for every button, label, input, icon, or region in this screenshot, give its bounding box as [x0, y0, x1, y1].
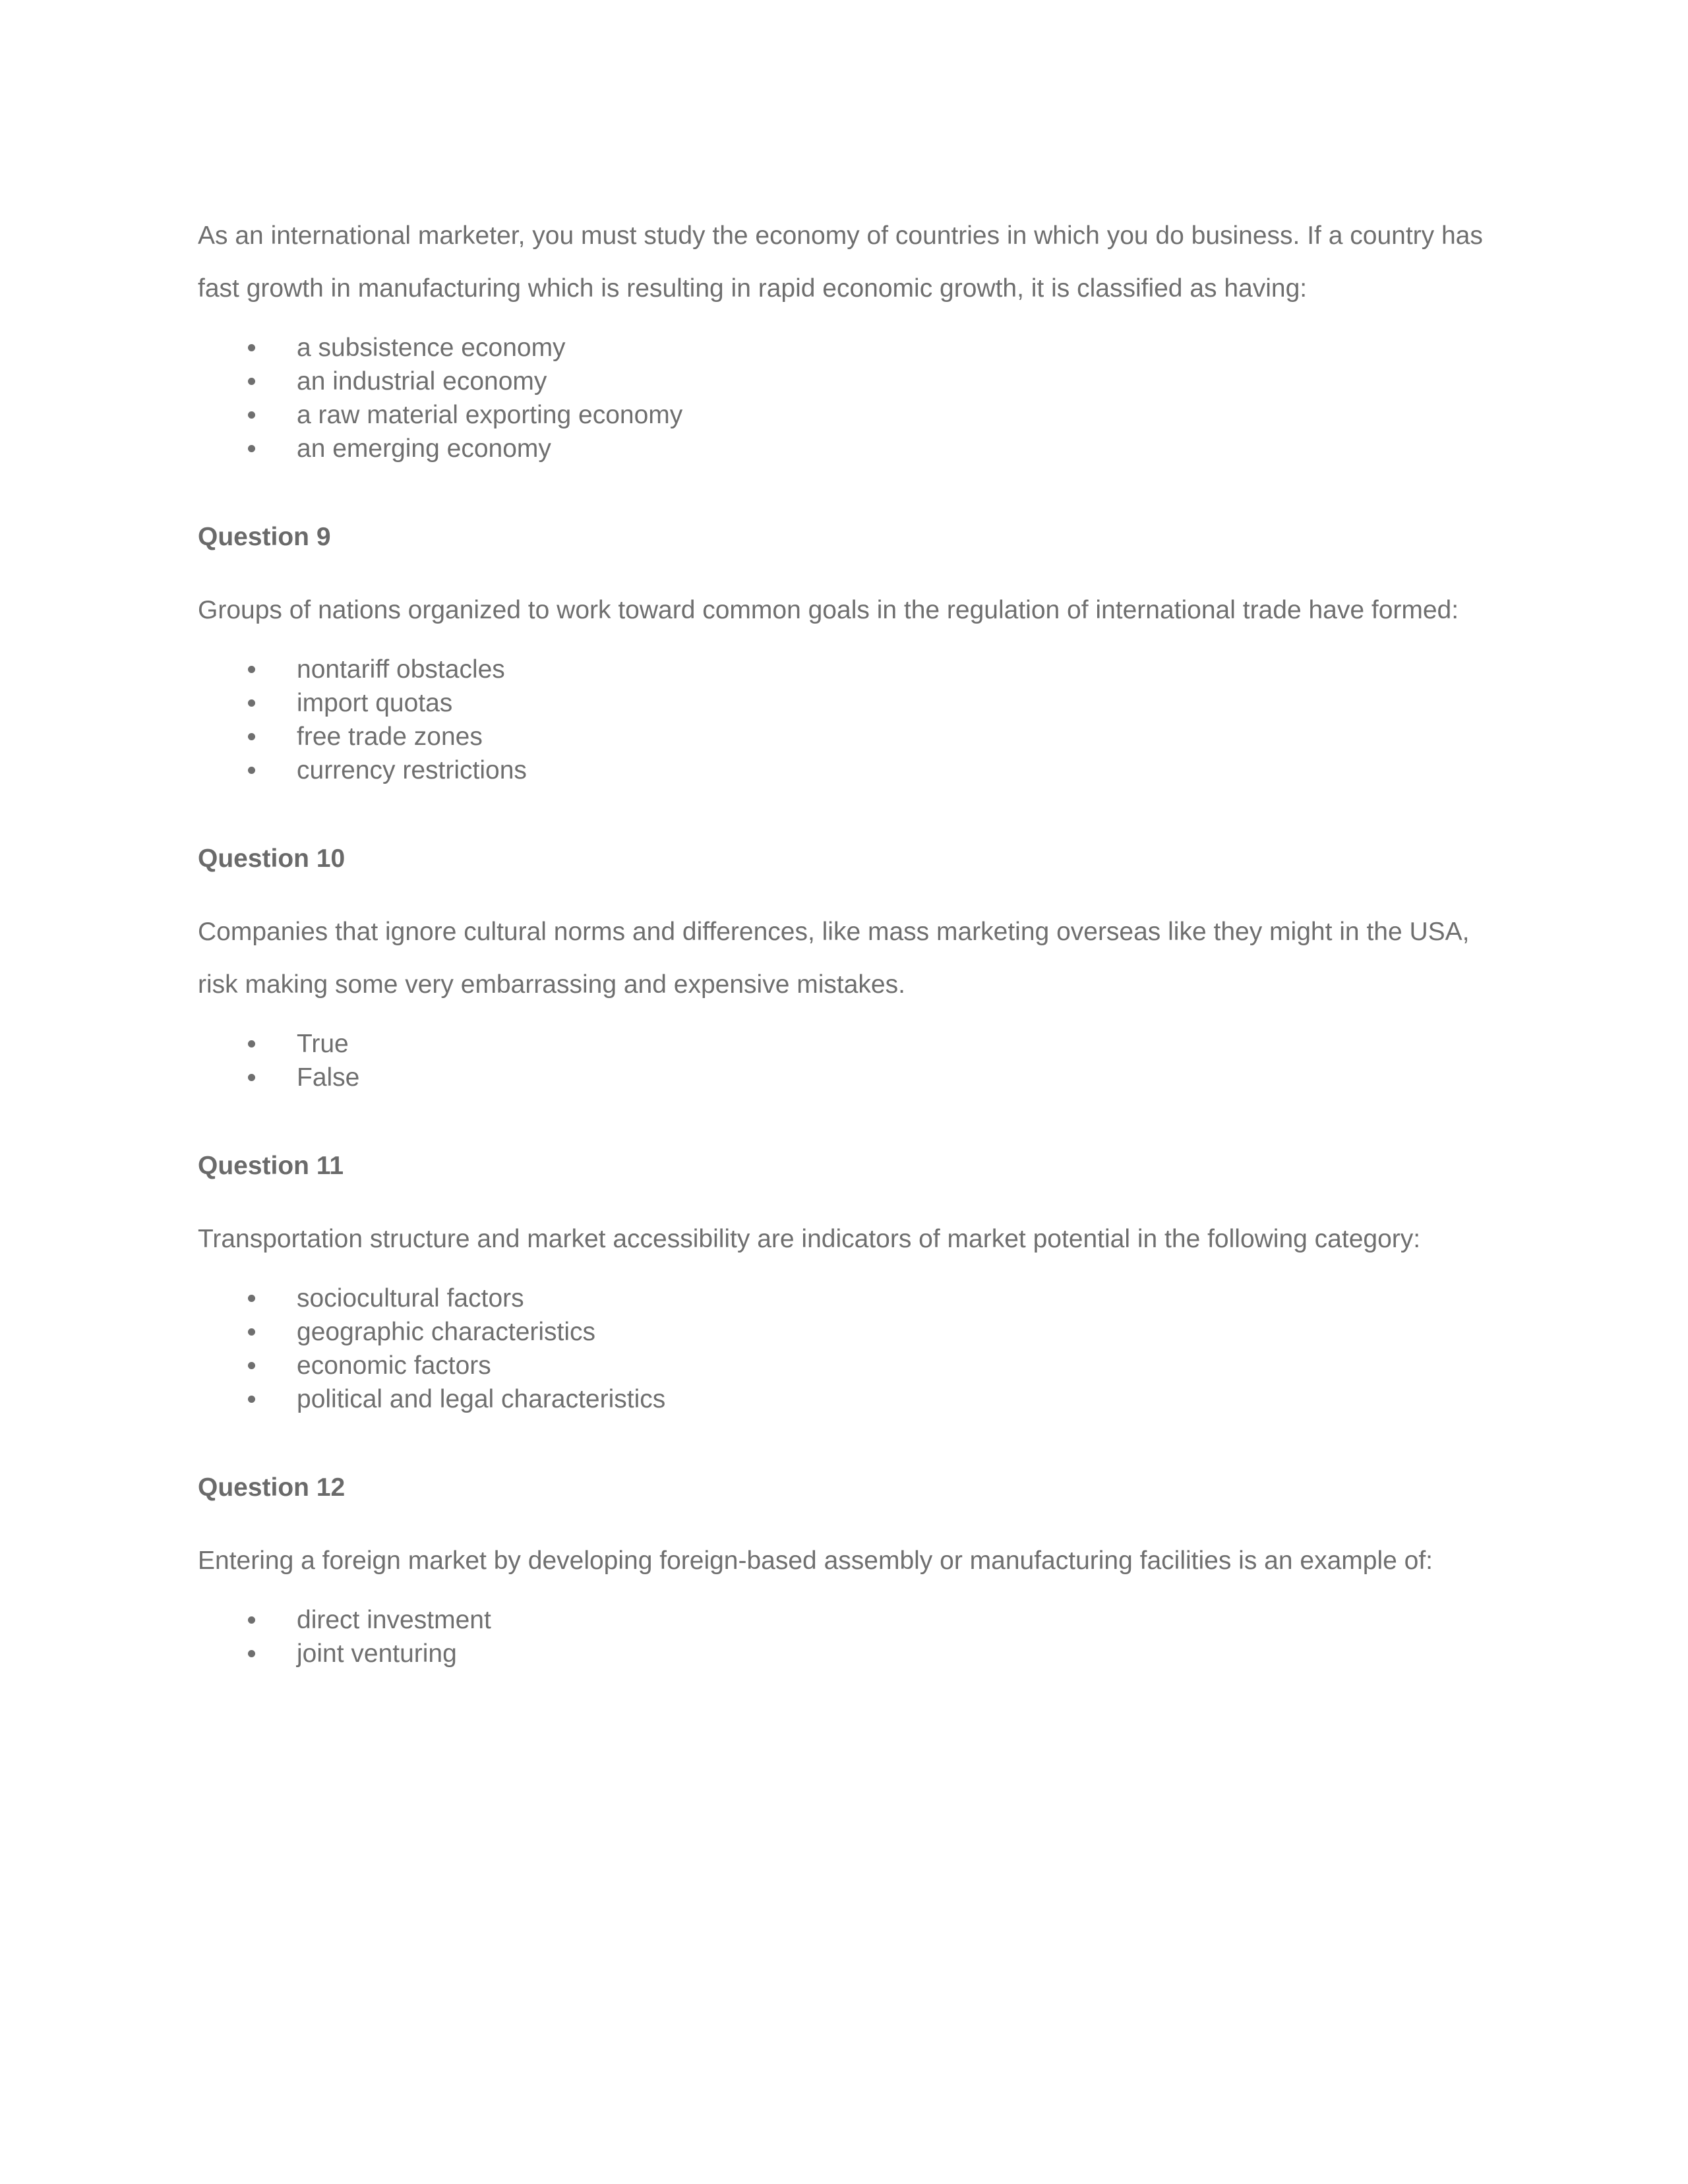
option-item — [198, 1603, 1490, 1637]
option-item — [198, 331, 1490, 365]
question-11-options — [198, 1282, 1490, 1416]
option-label: an emerging economy — [297, 434, 551, 463]
option-item — [198, 432, 1490, 465]
option-item — [198, 1315, 1490, 1349]
bullet-icon — [248, 1362, 255, 1369]
bullet-icon — [248, 411, 255, 419]
option-label: joint venturing — [297, 1639, 457, 1668]
bullet-icon — [248, 666, 255, 673]
bullet-icon — [248, 1074, 255, 1081]
question-11-block — [198, 1151, 1490, 1416]
option-label: import quotas — [297, 689, 453, 717]
question-8-prompt: As an international marketer, you must study the economy of countries in which you do business. If a country has fast growth in manufacturing which is resulting in rapid economic growth, it is classified as having: — [198, 221, 1483, 303]
option-label: geographic characteristics — [297, 1318, 596, 1346]
bullet-icon — [248, 1295, 255, 1302]
option-label: nontariff obstacles — [297, 655, 505, 684]
question-8-options — [198, 331, 1490, 465]
bullet-icon — [248, 1328, 255, 1336]
question-10-prompt: Companies that ignore cultural norms and differences, like mass marketing overseas like they might in the USA, risk making some very embarrassing and expensive mistakes. — [198, 918, 1470, 999]
bullet-icon — [248, 1650, 255, 1657]
bullet-icon — [248, 1616, 255, 1624]
bullet-icon — [248, 733, 255, 740]
question-10-heading: Question 10 — [198, 844, 346, 873]
option-item — [198, 1061, 1490, 1094]
option-item — [198, 686, 1490, 720]
question-9-options — [198, 653, 1490, 787]
question-9-prompt: Groups of nations organized to work toward common goals in the regulation of international trade have formed: — [198, 596, 1459, 624]
option-label: political and legal characteristics — [297, 1385, 666, 1413]
question-8-block — [198, 210, 1490, 465]
question-9-block — [198, 522, 1490, 787]
option-item — [198, 720, 1490, 753]
question-12-prompt: Entering a foreign market by developing foreign-based assembly or manufacturing facilities is an example of: — [198, 1547, 1433, 1575]
question-11-heading: Question 11 — [198, 1152, 344, 1180]
option-item — [198, 1382, 1490, 1416]
option-item — [198, 753, 1490, 787]
bullet-icon — [248, 767, 255, 774]
bullet-icon — [248, 378, 255, 385]
question-11-prompt: Transportation structure and market accessibility are indicators of market potential in the following category: — [198, 1225, 1421, 1253]
option-label: True — [297, 1030, 349, 1058]
option-label: direct investment — [297, 1606, 491, 1634]
option-label: free trade zones — [297, 723, 483, 751]
bullet-icon — [248, 1396, 255, 1403]
bullet-icon — [248, 445, 255, 452]
question-12-options — [198, 1603, 1490, 1670]
question-12-block — [198, 1473, 1490, 1670]
question-10-options — [198, 1027, 1490, 1094]
question-10-block — [198, 844, 1490, 1094]
question-9-heading: Question 9 — [198, 523, 331, 551]
option-label: a raw material exporting economy — [297, 401, 683, 429]
option-label: economic factors — [297, 1351, 491, 1380]
option-item — [198, 1282, 1490, 1315]
bullet-icon — [248, 344, 255, 351]
option-item — [198, 398, 1490, 432]
option-label: an industrial economy — [297, 367, 547, 396]
option-item — [198, 1637, 1490, 1670]
option-label: a subsistence economy — [297, 334, 566, 362]
option-label: sociocultural factors — [297, 1284, 524, 1313]
document-page — [198, 210, 1490, 1670]
bullet-icon — [248, 1040, 255, 1048]
option-item — [198, 1349, 1490, 1382]
option-item — [198, 365, 1490, 398]
option-item — [198, 653, 1490, 686]
question-12-heading: Question 12 — [198, 1473, 346, 1502]
option-item — [198, 1027, 1490, 1061]
option-label: False — [297, 1063, 360, 1092]
bullet-icon — [248, 699, 255, 707]
option-label: currency restrictions — [297, 756, 527, 784]
